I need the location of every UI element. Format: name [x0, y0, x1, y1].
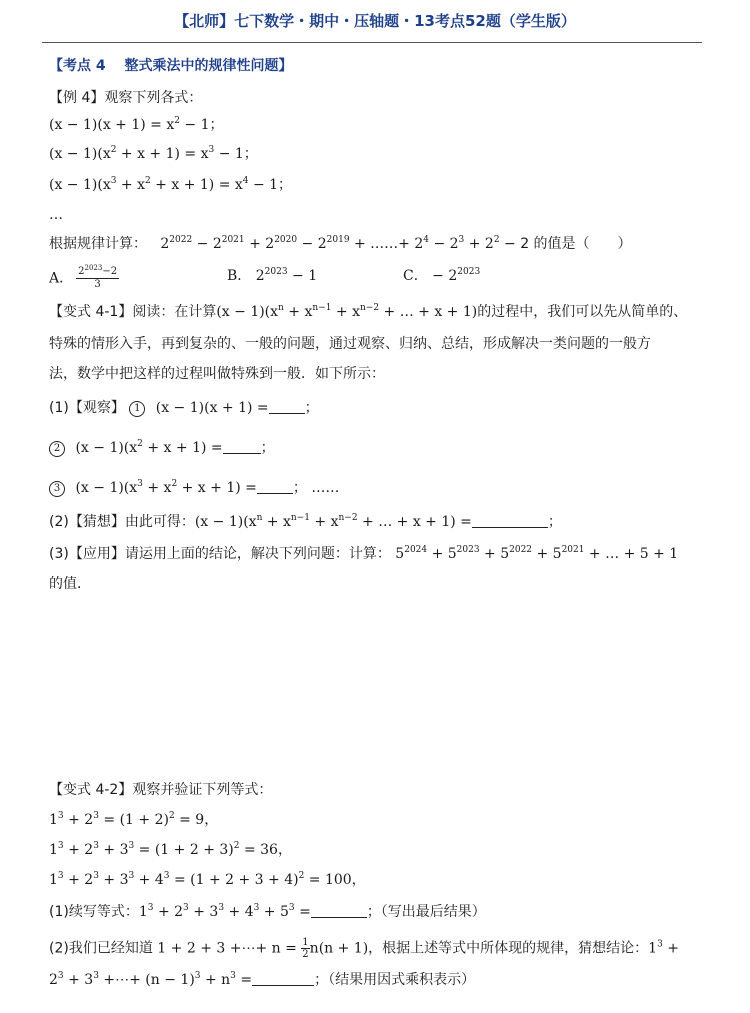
circled-number-2: 2: [49, 441, 65, 457]
conjecture-sum-line-2: $2^3 + 3^3$ +⋯+ $(n - 1)^3 + n^3$ = ；（结果用因式乘积表示）: [49, 971, 476, 988]
observe-item-3: 3 $(x - 1)(x^3 + x^2 + x + 1)$ = ； ……: [49, 478, 339, 498]
identity-row-3: $1^3 + 2^3 + 3^3 + 4^3 = (1 + 2 + 3 + 4)^2 = 100$，: [49, 871, 366, 888]
circled-number-3: 3: [49, 481, 65, 497]
application-tail: 的值．: [49, 576, 91, 592]
circled-number-1: 1: [129, 401, 145, 417]
answer-blank-conjecture[interactable]: [472, 513, 548, 528]
identity-row-2: $1^3 + 2^3 + 3^3 = (1 + 2 + 3)^2 = 36$，: [49, 841, 292, 858]
answer-blank-product[interactable]: [252, 971, 314, 986]
identity-row-1: $1^3 + 2^3 = (1 + 2)^2 = 9$，: [49, 811, 219, 828]
option-b[interactable]: B． $2^{2023} - 1$: [227, 267, 318, 284]
continue-equation: (1)续写等式：$1^3 + 2^3 + 3^3 + 4^3 + 5^3$ = ；（写出最后结果）: [49, 903, 486, 920]
example-question: 根据规律计算： $2^{2022} - 2^{2021} + 2^{2020} - 2^{2019}$ + ……+ $2^4 - 2^3 + 2^2 - 2$ 的值是（ ）: [49, 235, 632, 252]
application-line: (3)【应用】请运用上面的结论，解决下列问题：计算： $5^{2024} + 5^{2023} + 5^{2022} + 5^{2021}$ + … + 5 + 1: [49, 545, 679, 562]
example-equation-3: $(x - 1)(x^3 + x^2 + x + 1) = x^4 - 1$；: [49, 176, 293, 193]
answer-blank-observe-3[interactable]: [257, 479, 293, 494]
variant-4-1-paragraph-line-3: 法，数学中把这样的过程叫做特殊到一般．如下所示：: [49, 366, 385, 382]
example-options: [49, 266, 549, 292]
example-equation-2: $(x - 1)(x^2 + x + 1) = x^3 - 1$；: [49, 145, 258, 162]
answer-blank-observe-2[interactable]: [223, 439, 261, 454]
header-divider: [42, 42, 702, 43]
example-equation-1: $(x - 1)(x + 1) = x^2 - 1$；: [49, 116, 224, 133]
section-heading: 【考点 4 整式乘法中的规律性问题】: [49, 58, 293, 74]
option-c[interactable]: C． − $2^{2023}$: [403, 267, 481, 284]
example-label: 【例 4】观察下列各式：: [49, 90, 203, 106]
option-a[interactable]: A． $\frac{2^{2023}-2}{3}$: [49, 264, 118, 290]
half-fraction: $\frac{1}{2}$: [302, 937, 309, 960]
answer-blank-continue[interactable]: [311, 903, 367, 918]
observe-item-1: (1)【观察】 1 (x − 1)(x + 1) = ；: [49, 400, 319, 416]
conjecture-line: (2)【猜想】由此可得：$(x - 1)(x^n + x^{n-1} + x^{n-2}$ + … + x + 1) = ；: [49, 513, 562, 530]
option-a-fraction: $\frac{2^{2023}-2}{3}$: [78, 264, 118, 290]
variant-4-1-paragraph-line-2: 特殊的情形入手，再到复杂的、一般的问题，通过观察、归纳、总结，形成解决一类问题的一般方: [49, 336, 651, 352]
variant-4-2-label: 【变式 4-2】观察并验证下列等式：: [49, 782, 273, 798]
answer-blank-observe-1[interactable]: [269, 399, 305, 414]
page-header: 【北师】七下数学・期中・压轴题・13考点52题（学生版）: [174, 12, 576, 30]
conjecture-sum-line-1: (2)我们已经知道 1 + 2 + 3 +⋯+ n = $\frac{1}{2}$ n(n + 1)，根据上述等式中所体现的规律，猜想结论：$1^3$ +: [49, 937, 680, 960]
variant-4-1-paragraph-line-1: 【变式 4-1】阅读：在计算$(x - 1)(x^n + x^{n-1} + x^{n-2}$ + … + x + 1)的过程中，我们可以先从简单的、: [49, 303, 688, 320]
observe-item-2: 2 $(x - 1)(x^2 + x + 1)$ = ；: [49, 438, 275, 458]
example-ellipsis: …: [49, 207, 63, 223]
